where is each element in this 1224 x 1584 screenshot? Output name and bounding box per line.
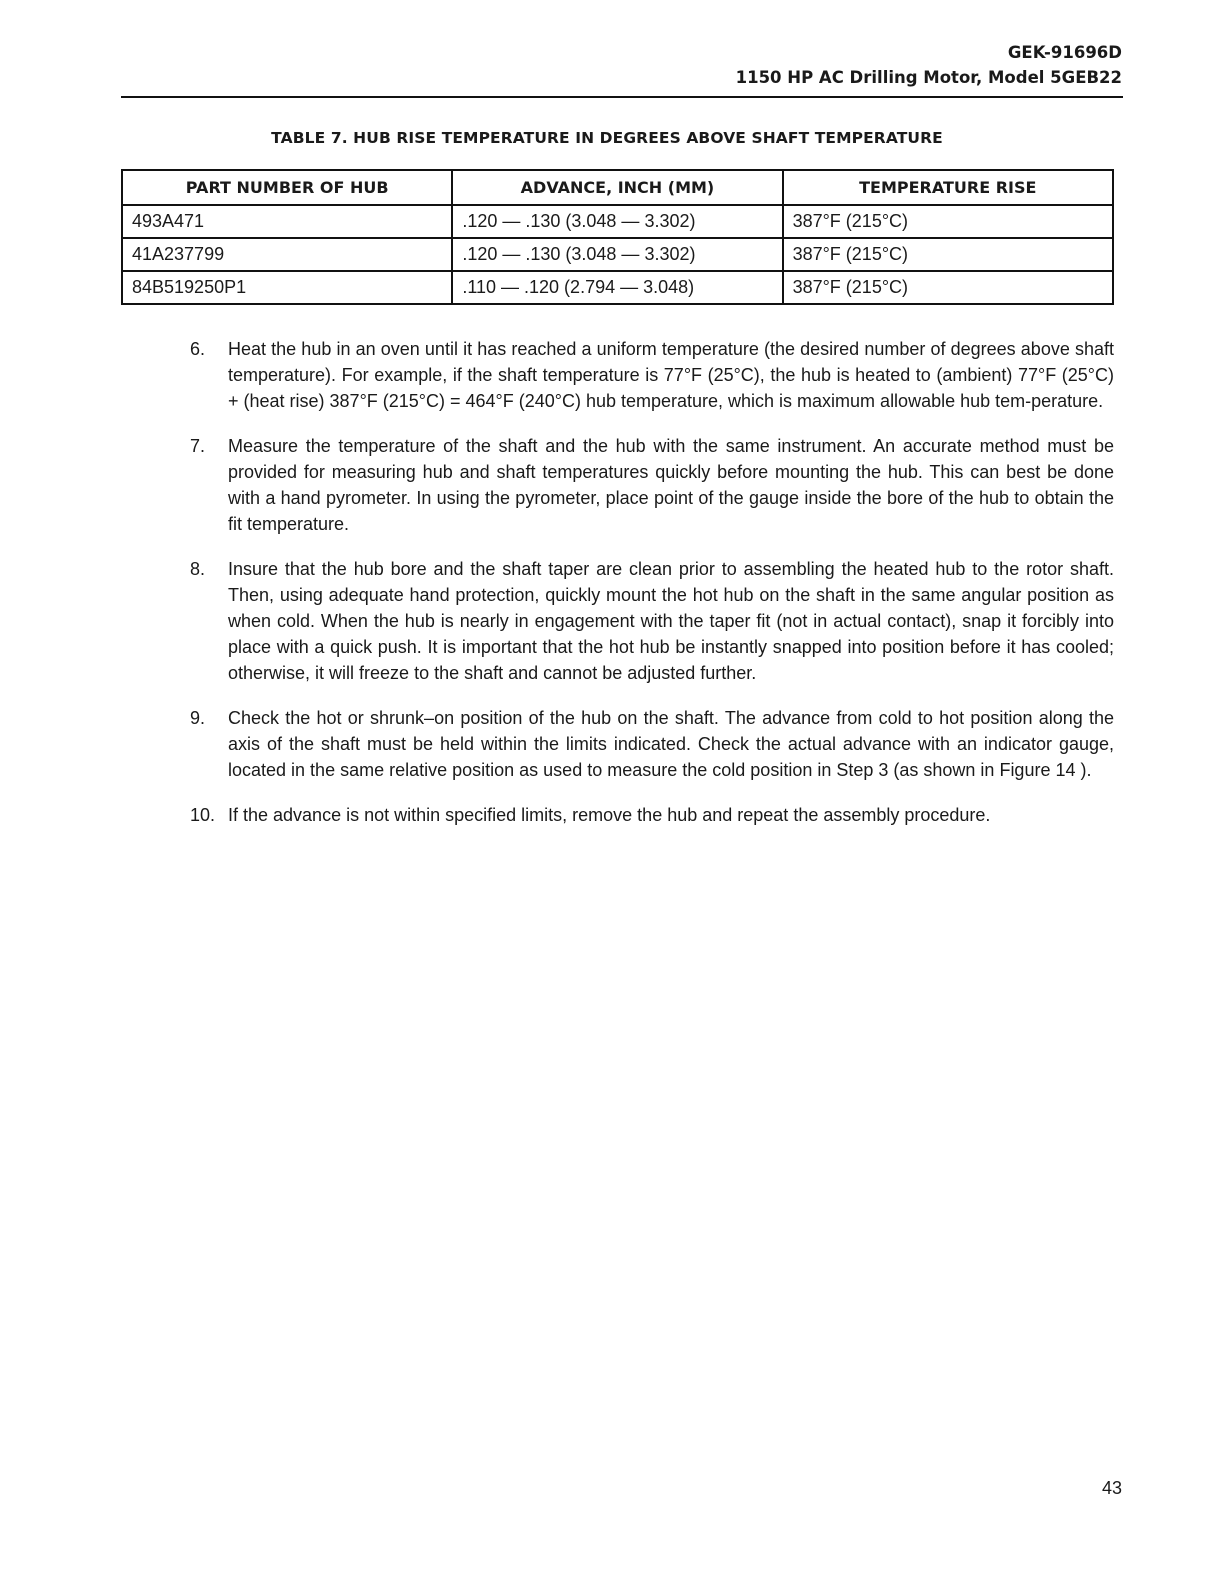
page-number: 43 (1101, 1478, 1122, 1498)
step-number: 10. (190, 805, 216, 825)
procedure-steps (190, 336, 1114, 847)
column-header-advance: ADVANCE, INCH (MM) (452, 170, 782, 205)
cell-part-number: 41A237799 (122, 238, 452, 271)
cell-part-number: 493A471 (122, 205, 452, 238)
table-row (122, 271, 1113, 304)
step-item (190, 802, 1114, 828)
step-number: 8. (190, 559, 206, 579)
table-row (122, 238, 1113, 271)
step-text: Measure the temperature of the shaft and the hub with the same instrument. An accurate method must be provided for measuring hub and shaft temperatures quickly before mounting the hub. This can best be done with a hand pyrometer. In using the pyrometer, place point of the gauge inside the bore of the hub to obtain the fit temperature. (228, 436, 1114, 534)
cell-advance: .110 — .120 (2.794 — 3.048) (452, 271, 782, 304)
step-text: Insure that the hub bore and the shaft taper are clean prior to assembling the heated hub to the rotor shaft. Then, using adequate hand protection, quickly mount the hot hub on the shaft in the same angular position as when cold. When the hub is nearly in engagement with the taper fit (not in actual contact), snap it forcibly into place with a quick push. It is important that the hot hub be instantly snapped into position before it has cooled; otherwise, it will freeze to the shaft and cannot be adjusted further. (228, 559, 1114, 683)
step-item (190, 336, 1114, 414)
column-header-temperature-rise: TEMPERATURE RISE (783, 170, 1113, 205)
cell-advance: .120 — .130 (3.048 — 3.302) (452, 205, 782, 238)
step-text: Heat the hub in an oven until it has reached a uniform temperature (the desired number of degrees above shaft temperature). For example, if the shaft temperature is 77°F (25°C), the hub is heated to (ambient) 77°F (25°C) + (heat rise) 387°F (215°C) = 464°F (240°C) hub temperature, which is maximum allowable hub tem-perature. (228, 339, 1114, 411)
step-text: Check the hot or shrunk–on position of the hub on the shaft. The advance from cold to hot position along the axis of the shaft must be held within the limits indicated. Check the actual advance with an indicator gauge, located in the same relative position as used to measure the cold position in Step 3 (as shown in Figure 14 ). (228, 708, 1114, 780)
cell-temperature-rise: 387°F (215°C) (783, 238, 1113, 271)
column-header-part-number: PART NUMBER OF HUB (122, 170, 452, 205)
document-title: 1150 HP AC Drilling Motor, Model 5GEB22 (735, 68, 1122, 87)
step-number: 9. (190, 708, 206, 728)
header-divider (121, 96, 1123, 98)
table-row (122, 205, 1113, 238)
step-item (190, 433, 1114, 537)
step-item (190, 705, 1114, 783)
cell-temperature-rise: 387°F (215°C) (783, 271, 1113, 304)
step-number: 7. (190, 436, 206, 456)
step-text: If the advance is not within specified limits, remove the hub and repeat the assembly procedure. (228, 805, 991, 825)
step-number: 6. (190, 339, 206, 359)
table-header-row (122, 170, 1113, 205)
cell-advance: .120 — .130 (3.048 — 3.302) (452, 238, 782, 271)
cell-part-number: 84B519250P1 (122, 271, 452, 304)
table-title: TABLE 7. HUB RISE TEMPERATURE IN DEGREES ABOVE SHAFT TEMPERATURE (271, 129, 943, 147)
hub-rise-temperature-table (121, 169, 1114, 305)
document-number: GEK-91696D (1007, 43, 1122, 62)
step-item (190, 556, 1114, 686)
page-header (736, 40, 1122, 90)
cell-temperature-rise: 387°F (215°C) (783, 205, 1113, 238)
